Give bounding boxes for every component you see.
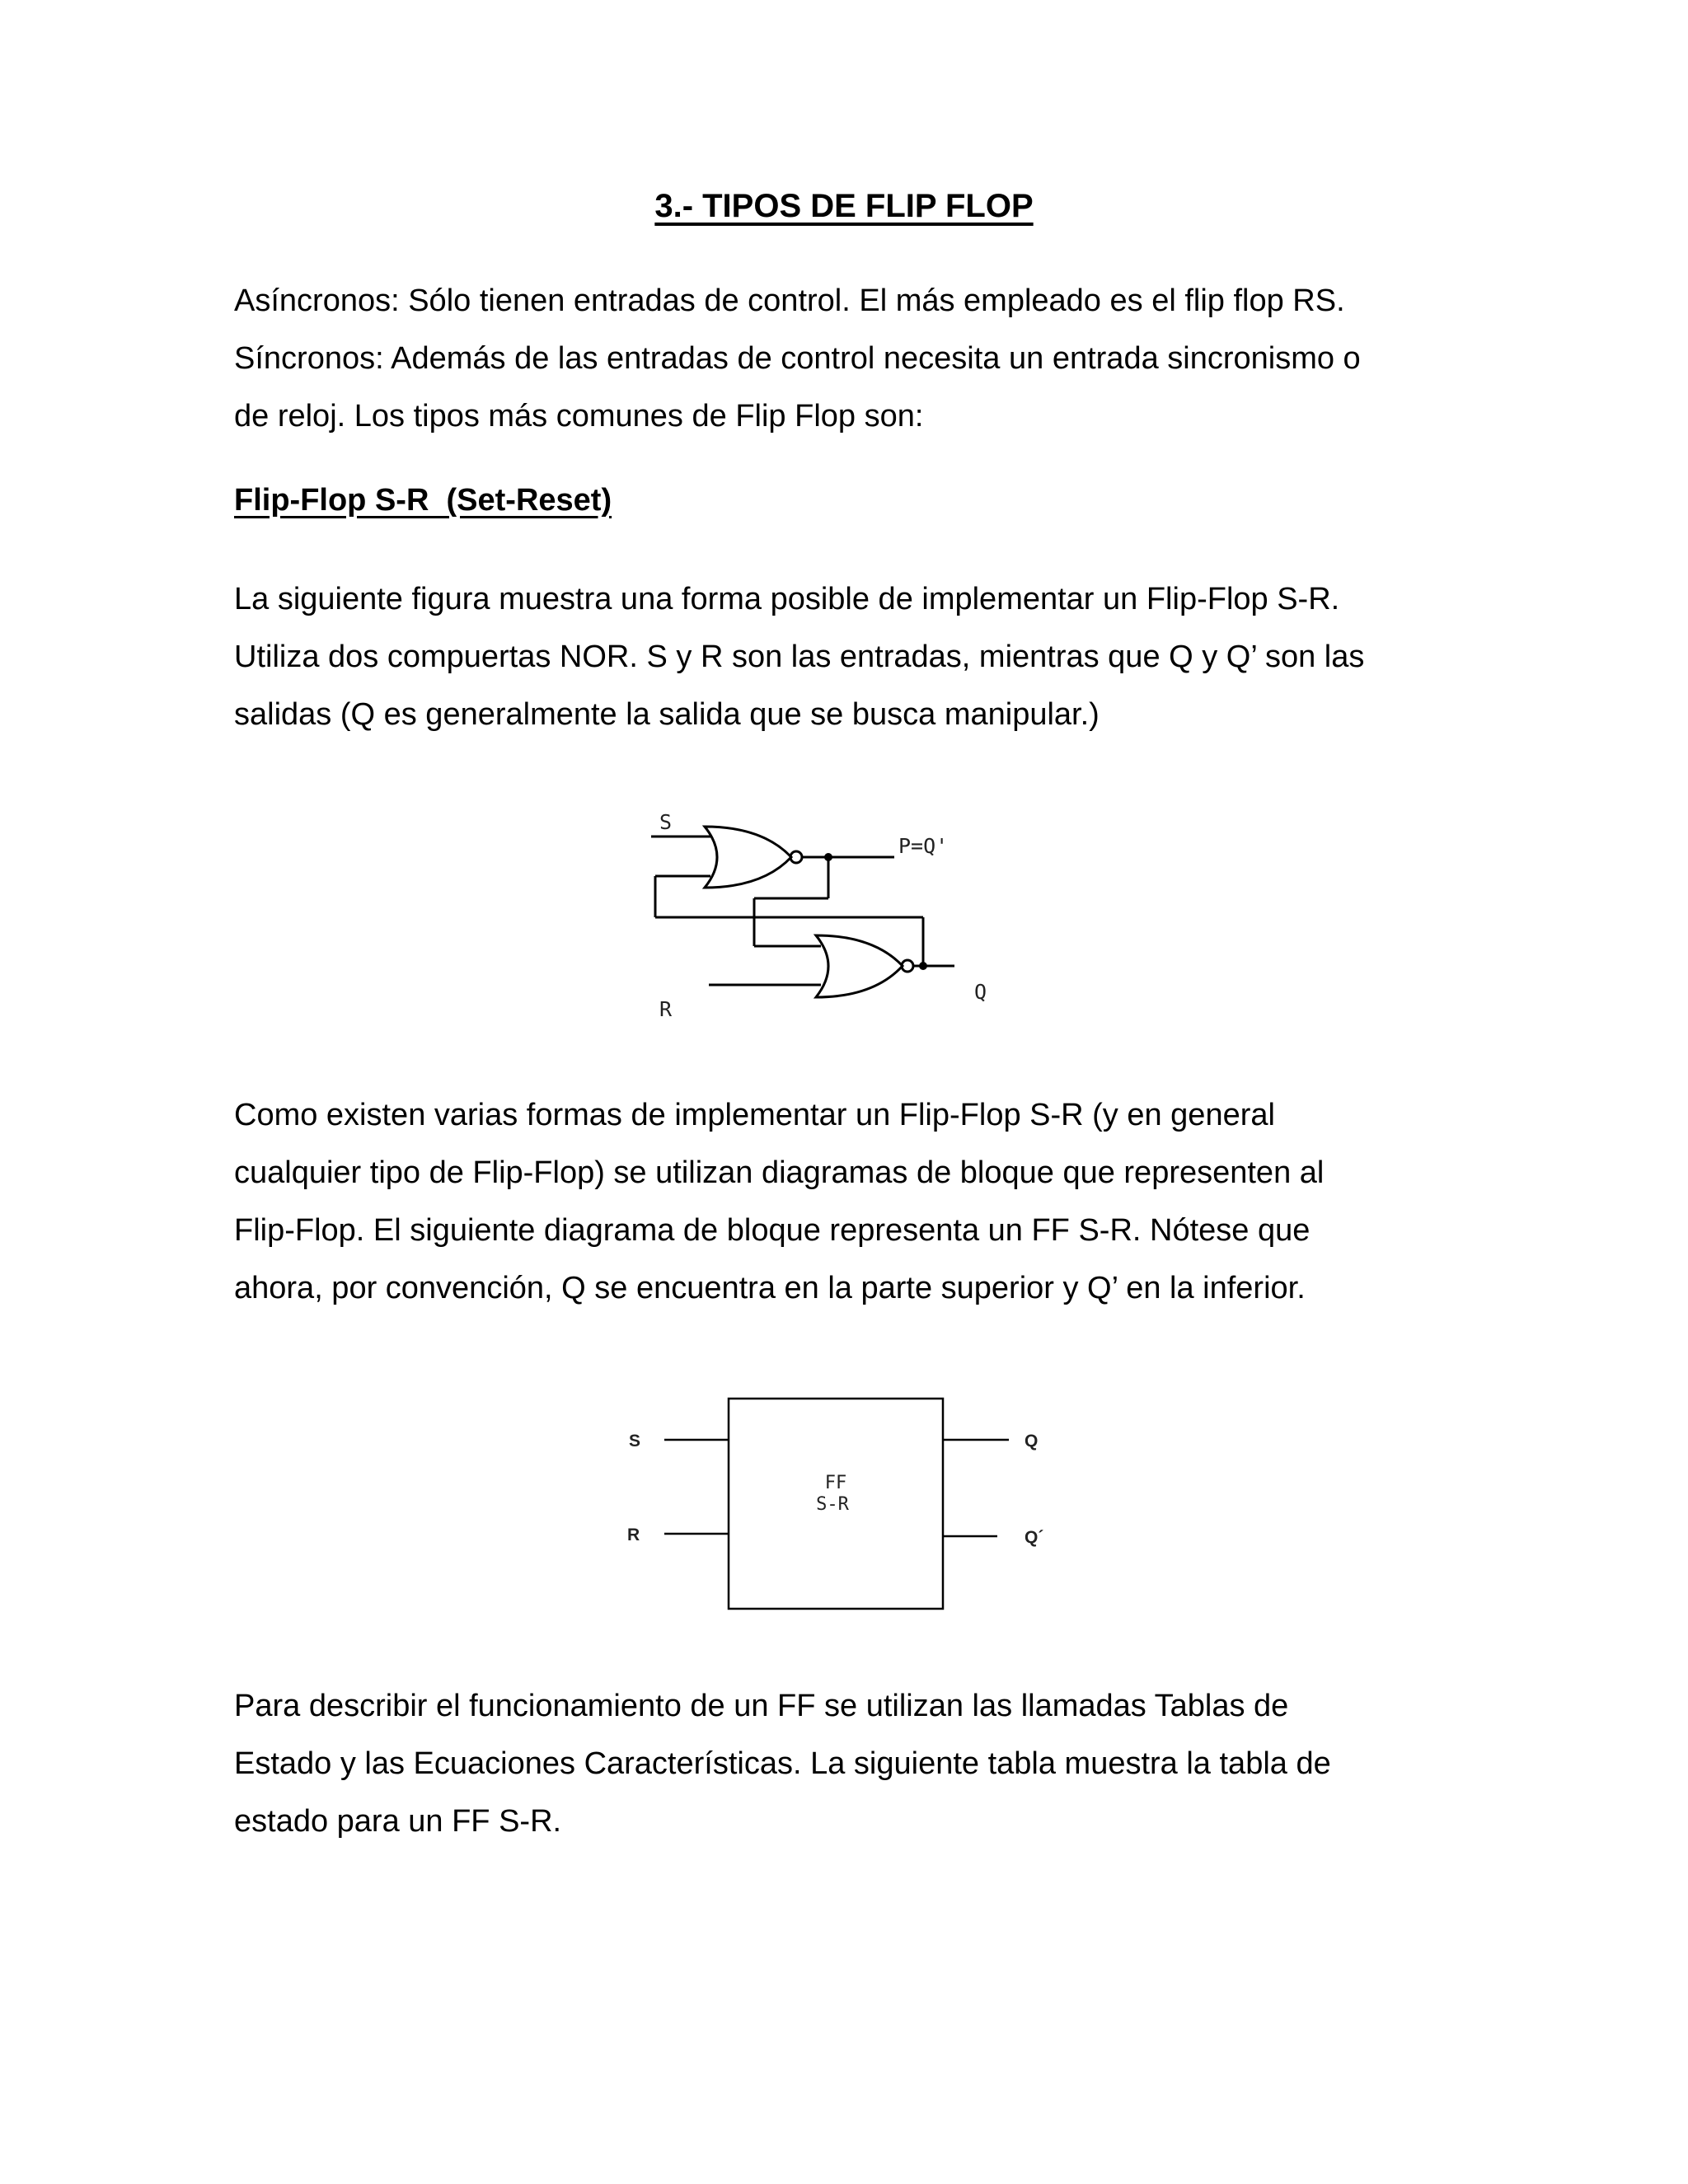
circuit-label-s: S bbox=[659, 810, 673, 834]
paragraph-2-line-3: Flip-Flop. El siguiente diagrama de bloque representa un FF S-R. Nótese que bbox=[234, 1213, 1311, 1248]
block-label-q: Q bbox=[1025, 1432, 1039, 1451]
page-title: 3.- TIPOS DE FLIP FLOP bbox=[654, 188, 1034, 224]
paragraph-1-line-3: salidas (Q es generalmente la salida que se busca manipular.) bbox=[234, 697, 1100, 732]
upper-nor-bubble bbox=[790, 851, 802, 863]
paragraph-1-line-2: Utiliza dos compuertas NOR. S y R son las entradas, mientras que Q y Q’ son las bbox=[234, 640, 1365, 674]
block-text-ff: FF bbox=[824, 1473, 847, 1493]
paragraph-2-line-1: Como existen varias formas de implementar un Flip-Flop S-R (y en general bbox=[234, 1098, 1275, 1132]
paragraph-3-line-3: estado para un FF S-R. bbox=[234, 1804, 562, 1839]
junction-lower bbox=[919, 962, 927, 970]
lower-nor-bubble bbox=[902, 960, 913, 972]
block-label-s: S bbox=[629, 1432, 641, 1451]
intro-paragraph bbox=[234, 272, 1470, 445]
intro-line-1: Asíncronos: Sólo tienen entradas de control. El más empleado es el flip flop RS. bbox=[234, 284, 1345, 318]
circuit-label-r: R bbox=[659, 997, 673, 1021]
paragraph-state-tables bbox=[234, 1677, 1470, 1850]
intro-line-2: Síncronos: Además de las entradas de control necesita un entrada sincronismo o bbox=[234, 341, 1361, 376]
block-text-s-r: S-R bbox=[816, 1494, 849, 1515]
paragraph-3-line-1: Para describir el funcionamiento de un FF se utilizan las llamadas Tablas de bbox=[234, 1689, 1289, 1723]
intro-line-3: de reloj. Los tipos más comunes de Flip Flop son: bbox=[234, 399, 924, 434]
paragraph-2-line-2: cualquier tipo de Flip-Flop) se utilizan diagramas de bloque que representen al bbox=[234, 1155, 1325, 1190]
paragraph-nor-description bbox=[234, 570, 1470, 743]
paragraph-3-line-2: Estado y las Ecuaciones Características. La siguiente tabla muestra la tabla de bbox=[234, 1746, 1331, 1781]
ff-block bbox=[729, 1399, 943, 1609]
circuit-label-q: Q bbox=[974, 980, 987, 1004]
section-heading-sr-flip-flop: Flip-Flop S-R (Set-Reset) bbox=[234, 483, 612, 518]
block-label-r: R bbox=[627, 1526, 640, 1544]
paragraph-2-line-4: ahora, por convención, Q se encuentra en la parte superior y Q’ en la inferior. bbox=[234, 1271, 1306, 1305]
paragraph-block-diagram-intro bbox=[234, 1086, 1470, 1317]
upper-nor-gate bbox=[705, 827, 791, 888]
junction-upper bbox=[824, 853, 832, 861]
circuit-label-p-q-not: P=Q' bbox=[898, 834, 949, 858]
lower-nor-gate bbox=[816, 935, 903, 997]
block-label-q-not: Q´ bbox=[1025, 1528, 1044, 1547]
paragraph-1-line-1: La siguiente figura muestra una forma posible de implementar un Flip-Flop S-R. bbox=[234, 582, 1340, 616]
